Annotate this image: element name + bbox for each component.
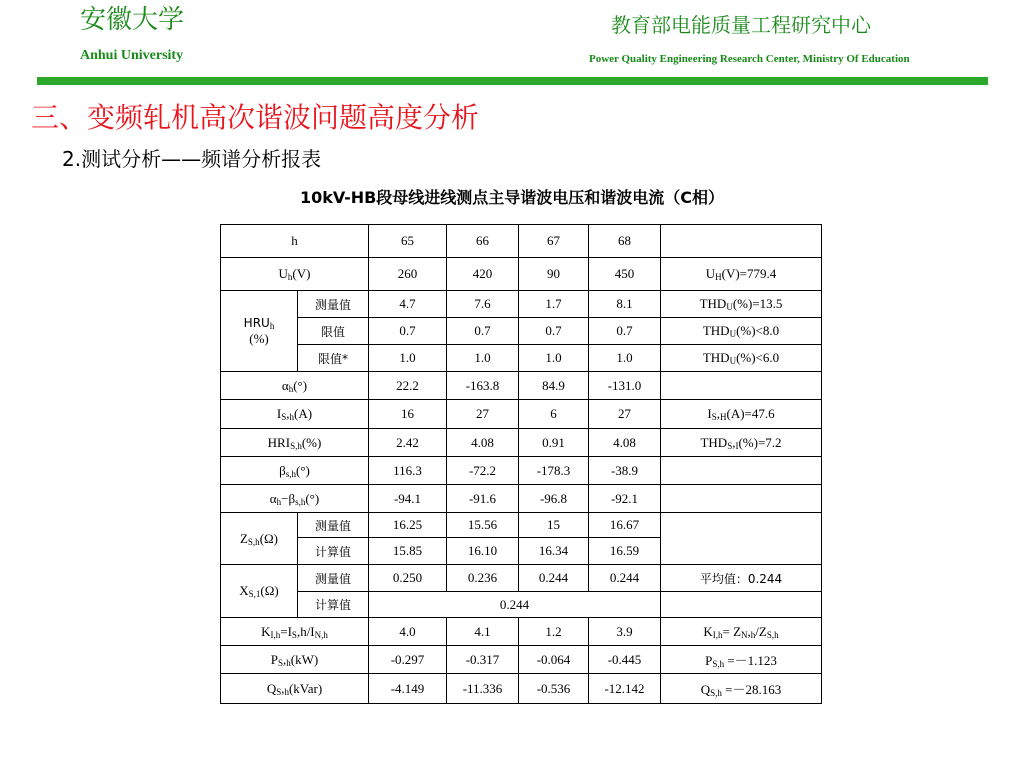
value-cell: 260 <box>369 258 447 291</box>
harmonic-order-label: h <box>221 225 369 258</box>
subtitle: 2.测试分析——频谱分析报表 <box>62 147 322 171</box>
table-row-hru-limit <box>221 318 822 345</box>
harmonic-order: 67 <box>519 225 589 258</box>
value-cell: -0.317 <box>447 646 519 674</box>
value-cell: 4.1 <box>447 618 519 646</box>
summary-cell <box>661 485 822 513</box>
value-cell: 8.1 <box>589 291 661 318</box>
value-cell: 16 <box>369 400 447 429</box>
row-label-x: $X_{S,1}(\Omega)$ <box>221 565 298 618</box>
value-cell: -72.2 <box>447 457 519 485</box>
table-row-header <box>221 225 822 258</box>
row-label-uh: $U_h(V)$ <box>221 258 369 291</box>
table-row-z-measured <box>221 513 822 538</box>
sub-row-label: 计算值 <box>298 592 369 618</box>
value-cell: 0.244 <box>519 565 589 592</box>
value-cell: 0.7 <box>369 318 447 345</box>
value-cell: 15 <box>519 513 589 538</box>
value-cell: 16.59 <box>589 538 661 565</box>
summary-cell <box>661 372 822 400</box>
value-cell: -0.445 <box>589 646 661 674</box>
value-cell: -0.297 <box>369 646 447 674</box>
row-label-z: $Z_{S,h}(\Omega)$ <box>221 513 298 565</box>
value-cell: 15.56 <box>447 513 519 538</box>
value-cell: -178.3 <box>519 457 589 485</box>
value-cell: 1.0 <box>519 345 589 372</box>
value-cell: 4.0 <box>369 618 447 646</box>
row-label-alpha-beta: $\alpha_h-\beta_{s,h}(^\circ)$ <box>221 485 369 513</box>
row-label-hru: $HRU_h$ (%) <box>221 291 298 372</box>
value-cell: 6 <box>519 400 589 429</box>
value-cell: -11.336 <box>447 674 519 704</box>
value-cell: -94.1 <box>369 485 447 513</box>
university-name-cn: 安徽大学 <box>80 5 185 35</box>
sub-row-label: 限值* <box>298 345 369 372</box>
value-cell: -0.536 <box>519 674 589 704</box>
value-cell: 22.2 <box>369 372 447 400</box>
value-cell: -92.1 <box>589 485 661 513</box>
value-cell: 15.85 <box>369 538 447 565</box>
value-cell: 4.08 <box>447 429 519 457</box>
summary-cell: $K_{I,h}= Z_N,_h/Z_{S,h}$ <box>661 618 822 646</box>
row-label-k: $K_{I,h}=I_S,h/I_{N,h}$ <box>221 618 369 646</box>
value-cell: 4.08 <box>589 429 661 457</box>
value-cell: 0.244 <box>369 592 661 618</box>
section-title: 三、变频轧机高次谐波问题高度分析 <box>31 101 480 134</box>
sub-row-label: 测量值 <box>298 513 369 538</box>
caption-phase: C <box>680 188 693 207</box>
table-row-x-measured <box>221 565 822 592</box>
value-cell: 3.9 <box>589 618 661 646</box>
table-row-is <box>221 400 822 429</box>
caption-tail: 相） <box>692 188 725 207</box>
caption-main: 10kV-HB段母线进线测点主导谐波电压和谐波电流（ <box>299 188 681 207</box>
table-row-q <box>221 674 822 704</box>
value-cell: -131.0 <box>589 372 661 400</box>
harmonic-order: 66 <box>447 225 519 258</box>
value-cell: 420 <box>447 258 519 291</box>
value-cell: 0.7 <box>589 318 661 345</box>
table-row-hri <box>221 429 822 457</box>
summary-cell: $I_S,_H(A)=47.6$ <box>661 400 822 429</box>
summary-cell: $THD_U(\%)=13.5$ <box>661 291 822 318</box>
value-cell: 0.244 <box>589 565 661 592</box>
harmonic-spectrum-table <box>220 224 822 704</box>
summary-cell: $U_H(V)=779.4$ <box>661 258 822 291</box>
sub-row-label: 计算值 <box>298 538 369 565</box>
table-row-k <box>221 618 822 646</box>
value-cell: 84.9 <box>519 372 589 400</box>
row-label-beta: $\beta_{s,h}(^\circ)$ <box>221 457 369 485</box>
research-center-cn: 教育部电能质量工程研究中心 <box>611 13 871 37</box>
value-cell: 27 <box>447 400 519 429</box>
table-row-uh <box>221 258 822 291</box>
value-cell: 116.3 <box>369 457 447 485</box>
summary-cell: $Q_{S,h} =-28.163$ <box>661 674 822 704</box>
value-cell: 0.7 <box>447 318 519 345</box>
table-caption <box>0 186 1024 210</box>
summary-cell: 平均值：0.244 <box>661 565 822 592</box>
summary-cell <box>661 592 822 618</box>
summary-cell <box>661 225 822 258</box>
row-label-alpha: $\alpha_h(^\circ)$ <box>221 372 369 400</box>
harmonic-order: 65 <box>369 225 447 258</box>
value-cell: 1.2 <box>519 618 589 646</box>
value-cell: 16.67 <box>589 513 661 538</box>
summary-cell: $THD_U(\%)<6.0$ <box>661 345 822 372</box>
value-cell: 450 <box>589 258 661 291</box>
row-label-hri: $HRI_{S,h}(\%)$ <box>221 429 369 457</box>
summary-cell: $THD_U(\%)<8.0$ <box>661 318 822 345</box>
summary-cell: $P_{S,h} =-1.123$ <box>661 646 822 674</box>
summary-cell <box>661 513 822 565</box>
value-cell: 90 <box>519 258 589 291</box>
row-label-is: $I_S,_h(A)$ <box>221 400 369 429</box>
value-cell: 1.0 <box>447 345 519 372</box>
sub-row-label: 测量值 <box>298 291 369 318</box>
value-cell: -12.142 <box>589 674 661 704</box>
value-cell: 1.7 <box>519 291 589 318</box>
sub-row-label: 测量值 <box>298 565 369 592</box>
value-cell: -0.064 <box>519 646 589 674</box>
value-cell: 16.34 <box>519 538 589 565</box>
summary-cell <box>661 457 822 485</box>
table-row-alpha-beta <box>221 485 822 513</box>
value-cell: 0.236 <box>447 565 519 592</box>
value-cell: -4.149 <box>369 674 447 704</box>
harmonic-order: 68 <box>589 225 661 258</box>
table-row-hru-measured <box>221 291 822 318</box>
value-cell: 0.91 <box>519 429 589 457</box>
value-cell: 27 <box>589 400 661 429</box>
sub-row-label: 限值 <box>298 318 369 345</box>
value-cell: 7.6 <box>447 291 519 318</box>
value-cell: 1.0 <box>589 345 661 372</box>
value-cell: 4.7 <box>369 291 447 318</box>
value-cell: 0.250 <box>369 565 447 592</box>
value-cell: 16.10 <box>447 538 519 565</box>
table-row-alpha <box>221 372 822 400</box>
table-row-x-calculated <box>221 592 822 618</box>
value-cell: -91.6 <box>447 485 519 513</box>
summary-cell: $THD_S,_I(\%)=7.2$ <box>661 429 822 457</box>
table-row-p <box>221 646 822 674</box>
university-name-en: Anhui University <box>80 48 184 63</box>
value-cell: -38.9 <box>589 457 661 485</box>
row-label-q: $Q_S,_h(kVar)$ <box>221 674 369 704</box>
table-row-beta <box>221 457 822 485</box>
value-cell: 16.25 <box>369 513 447 538</box>
value-cell: -96.8 <box>519 485 589 513</box>
research-center-en: Power Quality Engineering Research Center, Ministry Of Education <box>589 53 910 65</box>
value-cell: 1.0 <box>369 345 447 372</box>
table-row-hru-limit-star <box>221 345 822 372</box>
row-label-p: $P_S,_h(kW)$ <box>221 646 369 674</box>
value-cell: 0.7 <box>519 318 589 345</box>
value-cell: -163.8 <box>447 372 519 400</box>
header-divider <box>37 77 988 85</box>
value-cell: 2.42 <box>369 429 447 457</box>
